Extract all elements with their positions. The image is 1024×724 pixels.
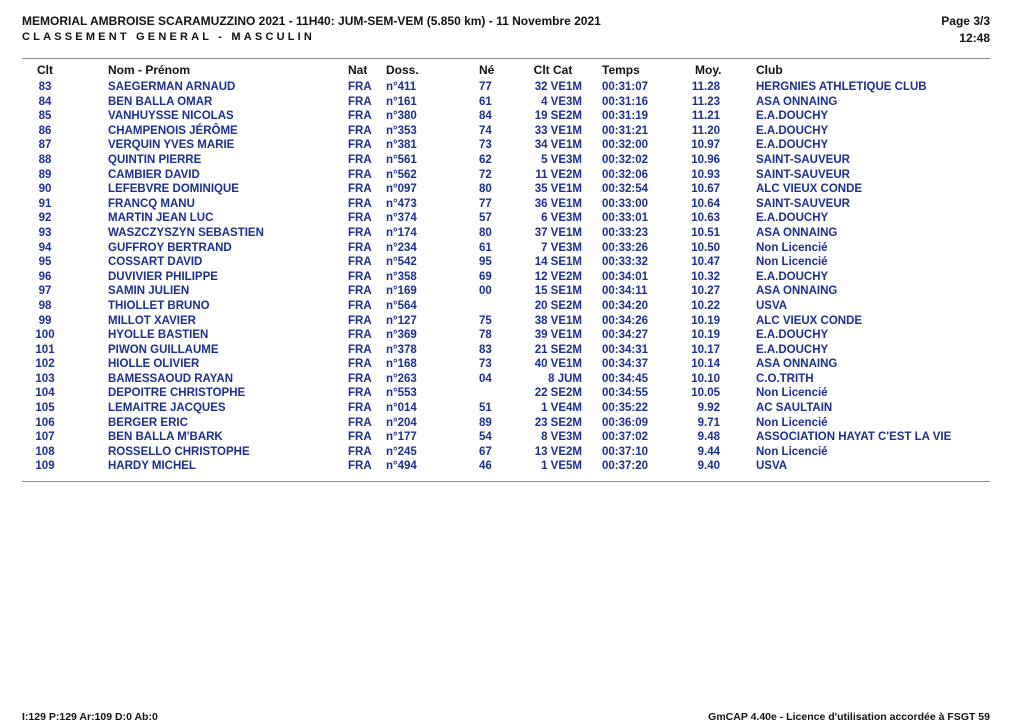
cell-clt: 99	[38, 314, 52, 327]
cell-nat: FRA	[348, 343, 372, 356]
cell-temps: 00:35:22	[602, 402, 649, 415]
table-body	[22, 80, 990, 474]
cell-nat: FRA	[348, 124, 372, 137]
page-header-right	[941, 14, 990, 45]
cell-cltcat: 23 SE2M	[534, 416, 582, 429]
cell-name: COSSART DAVID	[108, 256, 203, 269]
cell-name: MARTIN JEAN LUC	[108, 212, 214, 225]
cell-cltcat: 5 VE3M	[541, 153, 582, 166]
cell-nat: FRA	[348, 183, 372, 196]
cell-nat: FRA	[348, 153, 372, 166]
cell-club: Non Licencié	[756, 387, 828, 400]
cell-nat: FRA	[348, 358, 372, 371]
cell-clt: 98	[38, 299, 52, 312]
cell-ne: 89	[479, 416, 492, 429]
cell-cltcat: 11 VE2M	[535, 168, 582, 181]
cell-ne: 95	[479, 256, 492, 269]
cell-name: ROSSELLO CHRISTOPHE	[108, 445, 250, 458]
cell-nat: FRA	[348, 372, 372, 385]
cell-ne: 80	[479, 183, 492, 196]
cell-cltcat: 32 VE1M	[534, 81, 582, 93]
cell-nat: FRA	[348, 241, 372, 254]
cell-moy: 10.64	[691, 197, 720, 210]
cell-clt: 95	[38, 256, 52, 269]
cell-nat: FRA	[348, 270, 372, 283]
cell-clt: 90	[38, 183, 52, 196]
cell-doss: n°564	[386, 299, 417, 312]
cell-name: LEFEBVRE DOMINIQUE	[108, 183, 239, 196]
cell-cltcat: 40 VE1M	[534, 358, 582, 371]
table-row	[22, 153, 990, 168]
cell-name: PIWON GUILLAUME	[108, 343, 219, 356]
table-row	[22, 109, 990, 124]
table-row	[22, 314, 990, 329]
cell-moy: 9.44	[697, 445, 720, 458]
cell-club: ALC VIEUX CONDE	[756, 183, 863, 196]
cell-name: HYOLLE BASTIEN	[108, 329, 209, 342]
cell-ne: 57	[479, 212, 492, 225]
cell-ne: 77	[479, 81, 492, 93]
cell-temps: 00:37:20	[602, 460, 649, 473]
cell-club: ASA ONNAING	[756, 358, 838, 371]
cell-club: ALC VIEUX CONDE	[756, 314, 863, 327]
cell-club: E.A.DOUCHY	[756, 343, 829, 356]
cell-clt: 103	[35, 372, 55, 385]
table-header	[22, 60, 990, 80]
cell-club: SAINT-SAUVEUR	[756, 153, 850, 166]
cell-cltcat: 7 VE3M	[541, 241, 582, 254]
cell-moy: 9.92	[697, 402, 720, 415]
cell-doss: n°204	[386, 416, 417, 429]
cell-clt: 93	[38, 226, 52, 239]
cell-club: HERGNIES ATHLETIQUE CLUB	[756, 81, 927, 93]
cell-ne: 67	[479, 445, 492, 458]
cell-doss: n°177	[386, 431, 417, 444]
cell-moy: 9.48	[697, 431, 720, 444]
cell-cltcat: 38 VE1M	[534, 314, 582, 327]
col-clt: Clt	[37, 63, 53, 77]
cell-cltcat: 39 VE1M	[534, 329, 582, 342]
cell-cltcat: 21 SE2M	[534, 343, 582, 356]
cell-temps: 00:37:02	[602, 431, 649, 444]
cell-clt: 87	[38, 139, 52, 152]
cell-club: E.A.DOUCHY	[756, 110, 829, 123]
cell-moy: 10.17	[691, 343, 720, 356]
cell-temps: 00:31:07	[602, 81, 649, 93]
cell-clt: 84	[38, 95, 52, 108]
table-row	[22, 430, 990, 445]
cell-doss: n°381	[386, 139, 417, 152]
cell-clt: 105	[35, 402, 55, 415]
cell-doss: n°494	[386, 460, 417, 473]
cell-cltcat: 1 VE5M	[541, 460, 582, 473]
results-table	[22, 60, 990, 474]
cell-cltcat: 13 VE2M	[534, 445, 582, 458]
table-row	[22, 197, 990, 212]
cell-doss: n°127	[386, 314, 417, 327]
cell-nat: FRA	[348, 431, 372, 444]
cell-doss: n°378	[386, 343, 417, 356]
cell-name: HIOLLE OLIVIER	[108, 358, 200, 371]
cell-name: DUVIVIER PHILIPPE	[108, 270, 218, 283]
cell-temps: 00:31:19	[602, 110, 649, 123]
table-row	[22, 328, 990, 343]
cell-ne: 75	[479, 314, 492, 327]
cell-nat: FRA	[348, 139, 372, 152]
cell-ne: 80	[479, 226, 492, 239]
cell-clt: 92	[38, 212, 52, 225]
col-name: Nom - Prénom	[108, 63, 191, 77]
cell-moy: 10.97	[691, 139, 720, 152]
cell-name: BEN BALLA M'BARK	[108, 431, 223, 444]
cell-doss: n°380	[386, 110, 417, 123]
cell-clt: 91	[38, 197, 52, 210]
cell-ne: 54	[479, 431, 492, 444]
table-row	[22, 416, 990, 431]
cell-moy: 10.50	[691, 241, 720, 254]
cell-cltcat: 8 VE3M	[541, 431, 582, 444]
cell-club: E.A.DOUCHY	[756, 124, 829, 137]
cell-nat: FRA	[348, 212, 372, 225]
cell-cltcat: 36 VE1M	[534, 197, 582, 210]
cell-nat: FRA	[348, 402, 372, 415]
cell-cltcat: 12 VE2M	[534, 270, 582, 283]
cell-doss: n°473	[386, 197, 417, 210]
ranking-subtitle: CLASSEMENT GENERAL - MASCULIN	[22, 31, 316, 43]
table-row	[22, 386, 990, 401]
cell-ne: 62	[479, 153, 492, 166]
cell-moy: 9.71	[697, 416, 720, 429]
table-row	[22, 95, 990, 110]
cell-name: BAMESSAOUD RAYAN	[108, 372, 234, 385]
col-moy: Moy.	[695, 63, 722, 77]
cell-moy: 10.22	[691, 299, 720, 312]
col-temps: Temps	[602, 63, 640, 77]
cell-club: Non Licencié	[756, 256, 828, 269]
cell-cltcat: 20 SE2M	[534, 299, 582, 312]
table-row	[22, 80, 990, 95]
cell-club: Non Licencié	[756, 416, 828, 429]
cell-moy: 11.23	[691, 95, 720, 108]
cell-temps: 00:34:31	[602, 343, 649, 356]
table-row	[22, 284, 990, 299]
cell-clt: 104	[35, 387, 55, 400]
cell-club: AC SAULTAIN	[756, 402, 833, 415]
col-cltcat: Clt Cat	[533, 63, 573, 77]
cell-name: BEN BALLA OMAR	[108, 95, 213, 108]
cell-doss: n°234	[386, 241, 417, 254]
cell-moy: 10.19	[691, 314, 720, 327]
table-row	[22, 226, 990, 241]
cell-doss: n°542	[386, 256, 417, 269]
cell-name: VERQUIN YVES MARIE	[108, 139, 235, 152]
cell-clt: 97	[38, 285, 52, 298]
cell-ne: 84	[479, 110, 492, 123]
cell-ne: 73	[479, 358, 492, 371]
cell-clt: 102	[35, 358, 55, 371]
cell-cltcat: 35 VE1M	[534, 183, 582, 196]
cell-temps: 00:33:00	[602, 197, 649, 210]
footer-license: GmCAP 4.40e - Licence d'utilisation accordée à FSGT 59	[708, 711, 990, 723]
cell-name: SAMIN JULIEN	[108, 285, 190, 298]
col-ne: Né	[479, 63, 495, 77]
cell-cltcat: 6 VE3M	[541, 212, 582, 225]
table-row	[22, 445, 990, 460]
cell-nat: FRA	[348, 387, 372, 400]
cell-club: SAINT-SAUVEUR	[756, 197, 850, 210]
cell-club: E.A.DOUCHY	[756, 270, 829, 283]
cell-club: USVA	[756, 299, 788, 312]
table-row	[22, 270, 990, 285]
cell-cltcat: 1 VE4M	[541, 402, 582, 415]
cell-nat: FRA	[348, 460, 372, 473]
cell-temps: 00:34:27	[602, 329, 649, 342]
cell-nat: FRA	[348, 95, 372, 108]
table-row	[22, 299, 990, 314]
cell-clt: 86	[38, 124, 52, 137]
cell-club: E.A.DOUCHY	[756, 212, 829, 225]
cell-temps: 00:33:32	[602, 256, 649, 269]
cell-doss: n°168	[386, 358, 417, 371]
cell-temps: 00:37:10	[602, 445, 649, 458]
cell-name: FRANCQ MANU	[108, 197, 195, 210]
cell-nat: FRA	[348, 197, 372, 210]
table-row	[22, 138, 990, 153]
cell-clt: 106	[35, 416, 55, 429]
page-number: Page 3/3	[941, 14, 990, 28]
cell-moy: 10.96	[691, 153, 720, 166]
cell-name: CHAMPENOIS JÉRÔME	[108, 124, 238, 137]
cell-nat: FRA	[348, 168, 372, 181]
cell-nat: FRA	[348, 445, 372, 458]
cell-nat: FRA	[348, 329, 372, 342]
cell-ne: 78	[479, 329, 492, 342]
cell-doss: n°014	[386, 402, 417, 415]
cell-clt: 96	[38, 270, 52, 283]
cell-name: MILLOT XAVIER	[108, 314, 196, 327]
table-row	[22, 372, 990, 387]
cell-clt: 89	[38, 168, 52, 181]
cell-temps: 00:34:45	[602, 372, 649, 385]
cell-name: GUFFROY BERTRAND	[108, 241, 232, 254]
col-club: Club	[756, 63, 783, 77]
cell-doss: n°353	[386, 124, 417, 137]
cell-name: QUINTIN PIERRE	[108, 153, 202, 166]
cell-moy: 11.20	[691, 124, 720, 137]
print-time: 12:48	[959, 31, 990, 45]
cell-nat: FRA	[348, 314, 372, 327]
table-row	[22, 343, 990, 358]
cell-moy: 10.67	[691, 183, 720, 196]
cell-ne: 61	[479, 95, 492, 108]
cell-temps: 00:36:09	[602, 416, 649, 429]
cell-club: Non Licencié	[756, 241, 828, 254]
cell-ne: 74	[479, 124, 492, 137]
cell-ne: 77	[479, 197, 492, 210]
cell-ne: 46	[479, 460, 492, 473]
cell-moy: 10.47	[691, 256, 720, 269]
cell-temps: 00:32:06	[602, 168, 649, 181]
cell-moy: 10.05	[691, 387, 720, 400]
cell-doss: n°561	[386, 153, 417, 166]
cell-clt: 94	[38, 241, 52, 254]
cell-temps: 00:34:26	[602, 314, 649, 327]
page-header	[22, 14, 601, 43]
cell-doss: n°562	[386, 168, 417, 181]
cell-cltcat: 22 SE2M	[534, 387, 582, 400]
cell-temps: 00:34:20	[602, 299, 649, 312]
cell-clt: 101	[35, 343, 55, 356]
cell-moy: 9.40	[697, 460, 720, 473]
cell-club: C.O.TRITH	[756, 372, 814, 385]
table-row	[22, 459, 990, 474]
col-nat: Nat	[348, 63, 368, 77]
cell-moy: 10.19	[691, 329, 720, 342]
cell-moy: 10.93	[691, 168, 720, 181]
table-row	[22, 357, 990, 372]
cell-cltcat: 8 JUM	[548, 372, 582, 385]
cell-temps: 00:34:11	[602, 285, 648, 298]
cell-cltcat: 33 VE1M	[534, 124, 582, 137]
cell-club: Non Licencié	[756, 445, 828, 458]
cell-clt: 108	[35, 445, 55, 458]
cell-doss: n°169	[386, 285, 417, 298]
cell-doss: n°174	[386, 226, 417, 239]
cell-temps: 00:32:00	[602, 139, 649, 152]
cell-clt: 109	[35, 460, 55, 473]
cell-club: USVA	[756, 460, 788, 473]
table-row	[22, 241, 990, 256]
cell-temps: 00:34:01	[602, 270, 649, 283]
cell-clt: 83	[38, 81, 52, 93]
cell-doss: n°411	[386, 81, 417, 93]
cell-temps: 00:32:54	[602, 183, 649, 196]
cell-moy: 10.14	[691, 358, 720, 371]
cell-moy: 10.27	[691, 285, 720, 298]
cell-name: WASZCZYSZYN SEBASTIEN	[108, 226, 264, 239]
cell-temps: 00:31:16	[602, 95, 649, 108]
cell-doss: n°263	[386, 372, 417, 385]
cell-nat: FRA	[348, 81, 372, 93]
table-row	[22, 124, 990, 139]
footer-stats: I:129 P:129 Ar:109 D:0 Ab:0	[22, 711, 158, 723]
cell-club: ASA ONNAING	[756, 285, 838, 298]
cell-moy: 10.32	[691, 270, 720, 283]
table-row	[22, 255, 990, 270]
cell-name: CAMBIER DAVID	[108, 168, 200, 181]
cell-club: ASA ONNAING	[756, 226, 838, 239]
col-doss: Doss.	[386, 63, 419, 77]
cell-clt: 100	[35, 329, 55, 342]
cell-ne: 51	[479, 402, 492, 415]
cell-doss: n°374	[386, 212, 417, 225]
cell-nat: FRA	[348, 285, 372, 298]
cell-club: ASA ONNAING	[756, 95, 838, 108]
cell-cltcat: 15 SE1M	[534, 285, 582, 298]
cell-name: SAEGERMAN ARNAUD	[108, 81, 236, 93]
cell-cltcat: 14 SE1M	[534, 256, 582, 269]
cell-moy: 10.63	[691, 212, 720, 225]
cell-ne: 73	[479, 139, 492, 152]
cell-name: HARDY MICHEL	[108, 460, 196, 473]
cell-club: SAINT-SAUVEUR	[756, 168, 850, 181]
cell-moy: 11.28	[691, 81, 720, 93]
table-row	[22, 168, 990, 183]
cell-ne: 61	[479, 241, 492, 254]
race-title: MEMORIAL AMBROISE SCARAMUZZINO 2021 - 11H40: JUM-SEM-VEM (5.850 km) - 11 Novembre 2021	[22, 14, 601, 28]
cell-doss: n°369	[386, 329, 417, 342]
cell-name: LEMAITRE JACQUES	[108, 402, 226, 415]
cell-nat: FRA	[348, 416, 372, 429]
cell-clt: 85	[38, 110, 52, 123]
cell-ne: 72	[479, 168, 492, 181]
cell-doss: n°245	[386, 445, 417, 458]
cell-ne: 83	[479, 343, 492, 356]
cell-ne: 69	[479, 270, 492, 283]
cell-temps: 00:31:21	[602, 124, 649, 137]
cell-nat: FRA	[348, 299, 372, 312]
cell-club: ASSOCIATION HAYAT C'EST LA VIE	[756, 431, 952, 444]
cell-name: DEPOITRE CHRISTOPHE	[108, 387, 246, 400]
cell-doss: n°097	[386, 183, 417, 196]
cell-temps: 00:34:37	[602, 358, 649, 371]
cell-temps: 00:32:02	[602, 153, 649, 166]
cell-doss: n°358	[386, 270, 417, 283]
cell-clt: 88	[38, 153, 52, 166]
header-divider	[22, 58, 990, 59]
cell-cltcat: 4 VE3M	[541, 95, 582, 108]
cell-moy: 10.51	[691, 226, 720, 239]
cell-name: THIOLLET BRUNO	[108, 299, 210, 312]
cell-ne: 00	[479, 285, 492, 298]
cell-doss: n°553	[386, 387, 417, 400]
cell-clt: 107	[35, 431, 55, 444]
cell-name: BERGER ERIC	[108, 416, 188, 429]
cell-cltcat: 34 VE1M	[534, 139, 582, 152]
cell-cltcat: 37 VE1M	[534, 226, 582, 239]
cell-temps: 00:33:23	[602, 226, 649, 239]
table-row	[22, 401, 990, 416]
cell-ne: 04	[479, 372, 492, 385]
cell-doss: n°161	[386, 95, 417, 108]
table-row	[22, 182, 990, 197]
cell-nat: FRA	[348, 226, 372, 239]
cell-cltcat: 19 SE2M	[534, 110, 582, 123]
cell-nat: FRA	[348, 256, 372, 269]
cell-club: E.A.DOUCHY	[756, 329, 829, 342]
cell-name: VANHUYSSE NICOLAS	[108, 110, 234, 123]
cell-nat: FRA	[348, 110, 372, 123]
cell-moy: 10.10	[691, 372, 720, 385]
cell-temps: 00:33:01	[602, 212, 649, 225]
cell-temps: 00:34:55	[602, 387, 649, 400]
cell-moy: 11.21	[691, 110, 720, 123]
table-bottom-divider	[22, 481, 990, 482]
cell-temps: 00:33:26	[602, 241, 649, 254]
cell-club: E.A.DOUCHY	[756, 139, 829, 152]
table-row	[22, 211, 990, 226]
